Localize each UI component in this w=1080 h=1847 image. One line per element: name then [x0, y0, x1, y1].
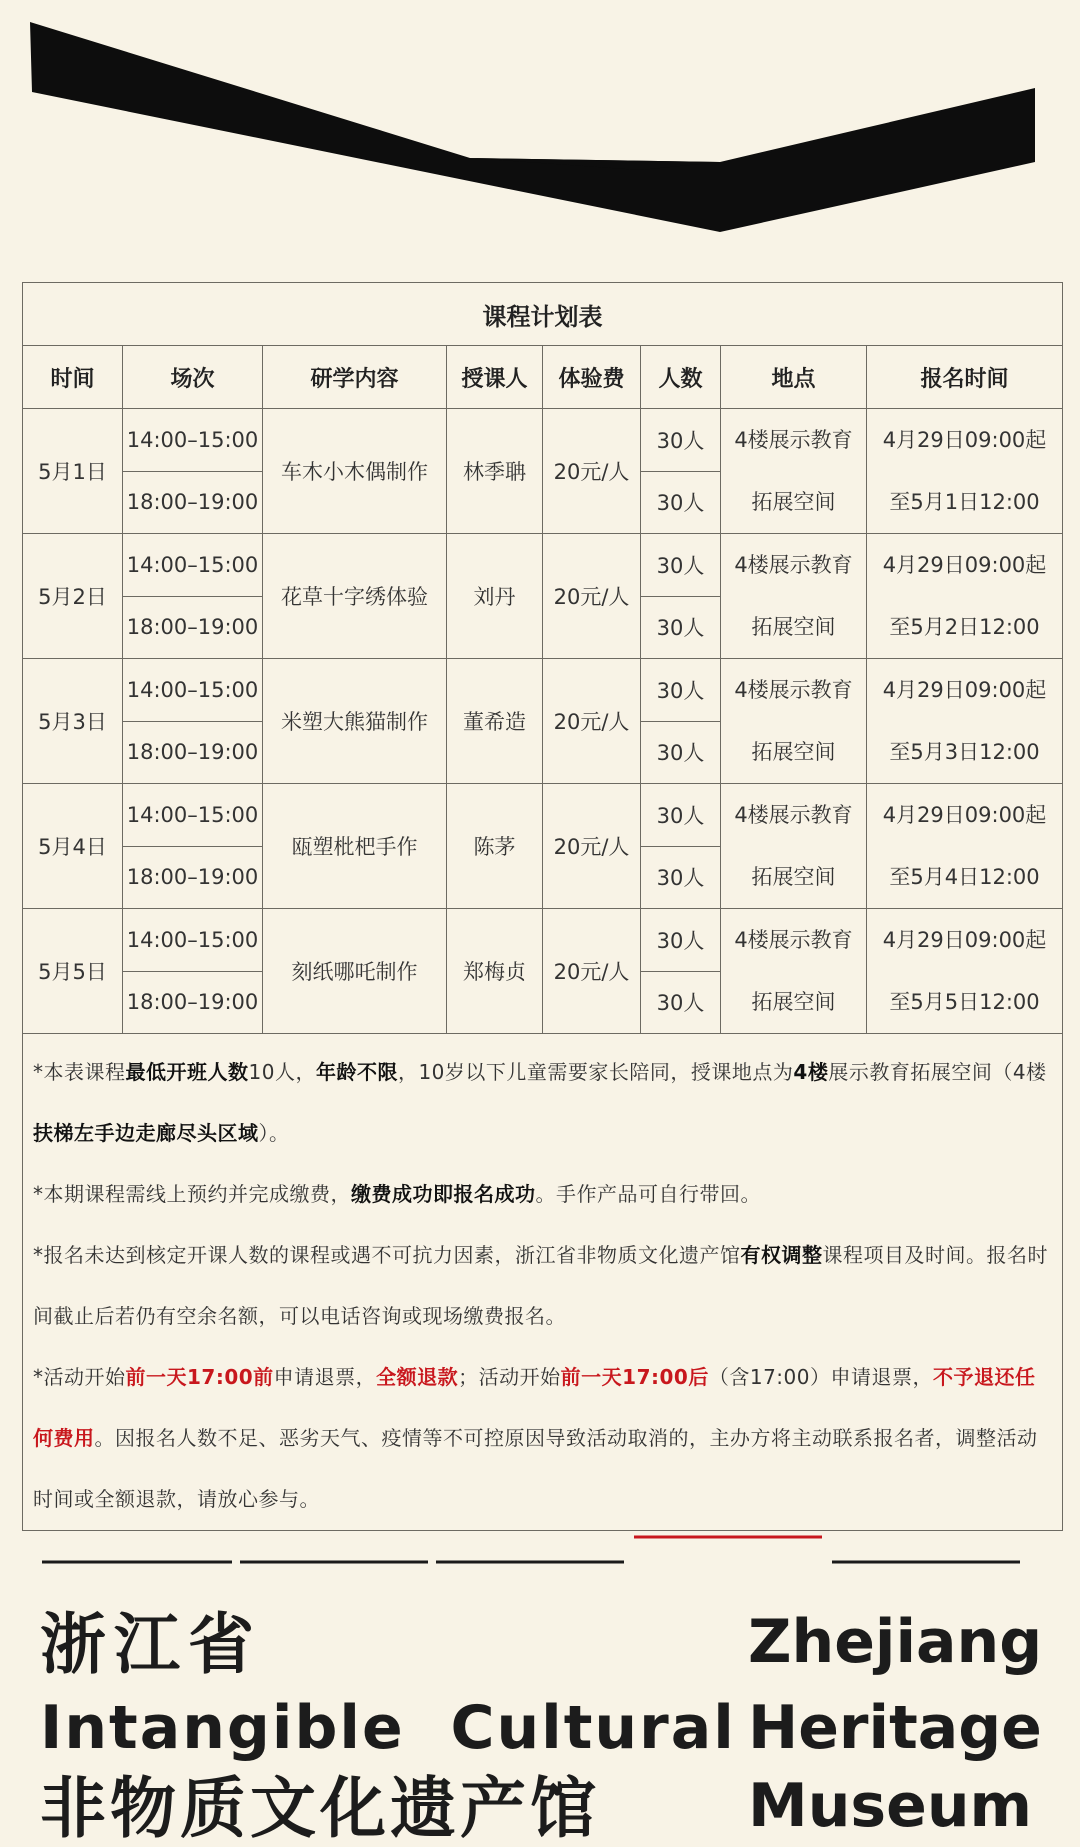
row-content: 刻纸哪吒制作 [263, 909, 447, 1034]
note-red: 前一天17:00后 [560, 1365, 709, 1389]
notes-row [23, 1034, 1063, 1531]
black-brush-shape [30, 22, 1035, 232]
note-text: ，10岁以下儿童需要家长陪同，授课地点为 [397, 1060, 794, 1084]
registration-start: 4月29日09:00起 [882, 553, 1047, 577]
notes-cell [23, 1034, 1063, 1531]
logo-en-zhejiang: Zhejiang [748, 1607, 1043, 1677]
place-line1: 4楼展示教育 [734, 553, 853, 577]
row-date: 5月3日 [23, 659, 123, 784]
row-content: 花草十字绣体验 [263, 534, 447, 659]
note-red: 全额退款 [376, 1365, 459, 1389]
registration-end: 至5月3日12:00 [889, 740, 1040, 764]
logo-cn-line1: 浙江省 [40, 1606, 262, 1683]
note-red: 前一天17:00前 [125, 1365, 274, 1389]
row-registration [867, 659, 1063, 784]
header-registration: 报名时间 [867, 346, 1063, 409]
row-place [721, 784, 867, 909]
row-date: 5月5日 [23, 909, 123, 1034]
note-bold: 年龄不限 [315, 1060, 398, 1084]
registration-end: 至5月5日12:00 [889, 990, 1040, 1014]
row-content: 瓯塑枇杷手作 [263, 784, 447, 909]
row-count-evening: 30人 [641, 846, 721, 909]
row-slot-evening: 18:00–19:00 [123, 846, 263, 909]
place-line2: 拓展空间 [751, 615, 836, 639]
row-count-afternoon: 30人 [641, 534, 721, 597]
note-text: *活动开始 [33, 1365, 126, 1389]
note-1 [33, 1042, 1052, 1164]
logo-en-intangible: Intangible [40, 1693, 405, 1763]
note-text: ；活动开始 [458, 1365, 561, 1389]
place-line1: 4楼展示教育 [734, 678, 853, 702]
row-slot-afternoon: 14:00–15:00 [123, 534, 263, 597]
row-registration [867, 909, 1063, 1034]
row-slot-afternoon: 14:00–15:00 [123, 409, 263, 472]
row-fee: 20元/人 [543, 409, 641, 534]
row-slot-afternoon: 14:00–15:00 [123, 784, 263, 847]
row-date: 5月1日 [23, 409, 123, 534]
place-line2: 拓展空间 [751, 740, 836, 764]
note-text: ）。 [258, 1121, 290, 1145]
row-registration [867, 534, 1063, 659]
registration-end: 至5月4日12:00 [889, 865, 1040, 889]
header-teacher: 授课人 [447, 346, 543, 409]
note-red: 不予退还任何费用 [33, 1365, 1036, 1450]
row-count-afternoon: 30人 [641, 909, 721, 972]
table-row [23, 659, 1063, 722]
note-text: 申请退票， [273, 1365, 377, 1389]
header-time: 时间 [23, 346, 123, 409]
row-teacher: 刘丹 [447, 534, 543, 659]
row-teacher: 林季聃 [447, 409, 543, 534]
row-count-evening: 30人 [641, 971, 721, 1034]
note-bold: 最低开班人数 [125, 1060, 249, 1084]
course-schedule-table [22, 282, 1063, 1531]
note-text: 。因报名人数不足、恶劣天气、疫情等不可控原因导致活动取消的，主办方将主动联系报名者，调整活动时间或全额退款，请放心参与。 [33, 1426, 1038, 1511]
row-count-evening: 30人 [641, 471, 721, 534]
header-session: 场次 [123, 346, 263, 409]
place-line1: 4楼展示教育 [734, 803, 853, 827]
row-teacher: 董希造 [447, 659, 543, 784]
logo-en-heritage: Heritage [748, 1693, 1042, 1763]
row-count-evening: 30人 [641, 721, 721, 784]
table-row [23, 784, 1063, 847]
place-line2: 拓展空间 [751, 865, 836, 889]
row-slot-evening: 18:00–19:00 [123, 471, 263, 534]
table-title: 课程计划表 [23, 283, 1063, 346]
note-text: 。手作产品可自行带回。 [535, 1182, 761, 1206]
note-text: 10人， [248, 1060, 316, 1084]
row-fee: 20元/人 [543, 909, 641, 1034]
note-bold: 有权调整 [740, 1243, 823, 1267]
row-count-afternoon: 30人 [641, 409, 721, 472]
row-place [721, 409, 867, 534]
row-place [721, 534, 867, 659]
row-slot-afternoon: 14:00–15:00 [123, 909, 263, 972]
row-content: 米塑大熊猫制作 [263, 659, 447, 784]
place-line1: 4楼展示教育 [734, 928, 853, 952]
note-3 [33, 1225, 1052, 1347]
note-text: （含17:00）申请退票， [708, 1365, 933, 1389]
header-fee: 体验费 [543, 346, 641, 409]
place-line2: 拓展空间 [751, 490, 836, 514]
row-registration [867, 409, 1063, 534]
row-content: 车木小木偶制作 [263, 409, 447, 534]
table-row [23, 909, 1063, 972]
row-slot-evening: 18:00–19:00 [123, 596, 263, 659]
header-count: 人数 [641, 346, 721, 409]
row-teacher: 陈茅 [447, 784, 543, 909]
note-bold: 缴费成功即报名成功 [351, 1182, 536, 1206]
row-slot-evening: 18:00–19:00 [123, 971, 263, 1034]
registration-start: 4月29日09:00起 [882, 678, 1047, 702]
logo-cn-line2: 非物质文化遗产馆 [40, 1770, 600, 1847]
logo-en-line1 [40, 1693, 736, 1763]
row-date: 5月4日 [23, 784, 123, 909]
row-fee: 20元/人 [543, 534, 641, 659]
place-line2: 拓展空间 [751, 990, 836, 1014]
row-place [721, 659, 867, 784]
row-registration [867, 784, 1063, 909]
registration-start: 4月29日09:00起 [882, 928, 1047, 952]
row-place [721, 909, 867, 1034]
row-count-afternoon: 30人 [641, 659, 721, 722]
logo-en-cultural: Cultural [450, 1693, 736, 1763]
top-decoration [0, 0, 1080, 260]
header-content: 研学内容 [263, 346, 447, 409]
row-count-evening: 30人 [641, 596, 721, 659]
place-line1: 4楼展示教育 [734, 428, 853, 452]
row-fee: 20元/人 [543, 659, 641, 784]
table-row [23, 409, 1063, 472]
note-4 [33, 1347, 1052, 1530]
row-date: 5月2日 [23, 534, 123, 659]
registration-start: 4月29日09:00起 [882, 428, 1047, 452]
registration-start: 4月29日09:00起 [882, 803, 1047, 827]
registration-end: 至5月2日12:00 [889, 615, 1040, 639]
header-place: 地点 [721, 346, 867, 409]
note-text: *本期课程需线上预约并完成缴费， [33, 1182, 351, 1206]
note-text: *报名未达到核定开课人数的课程或遇不可抗力因素，浙江省非物质文化遗产馆 [33, 1243, 741, 1267]
divider-lines [0, 1530, 1080, 1570]
row-count-afternoon: 30人 [641, 784, 721, 847]
logo-en-museum: Museum [748, 1771, 1033, 1841]
table-row [23, 534, 1063, 597]
row-slot-evening: 18:00–19:00 [123, 721, 263, 784]
row-slot-afternoon: 14:00–15:00 [123, 659, 263, 722]
row-teacher: 郑梅贞 [447, 909, 543, 1034]
note-bold: 扶梯左手边走廊尽头区域 [33, 1121, 259, 1145]
note-text: 展示教育拓展空间（4楼 [828, 1060, 1047, 1084]
note-bold: 4楼 [793, 1060, 829, 1084]
note-2 [33, 1164, 1052, 1225]
note-text: 课程项目及时间。报名时间截止后若仍有空余名额，可以电话咨询或现场缴费报名。 [33, 1243, 1048, 1328]
note-text: *本表课程 [33, 1060, 126, 1084]
row-fee: 20元/人 [543, 784, 641, 909]
registration-end: 至5月1日12:00 [889, 490, 1040, 514]
